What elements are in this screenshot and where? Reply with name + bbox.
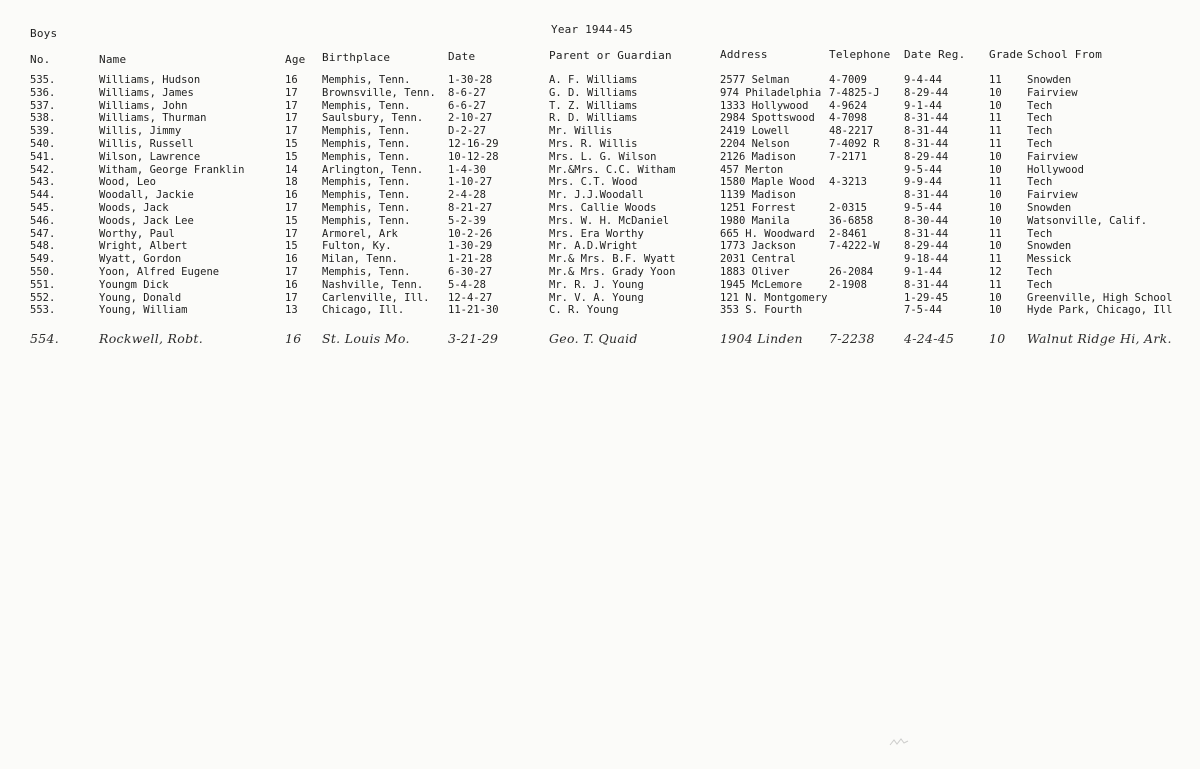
cell-age: 17 bbox=[285, 227, 298, 240]
cell-age: 18 bbox=[285, 176, 298, 189]
cell-school-from: Greenville, High School bbox=[1027, 291, 1173, 304]
cell-telephone: 2-1908 bbox=[829, 278, 867, 291]
cell-school-from: Watsonville, Calif. bbox=[1027, 214, 1148, 227]
cell-date-reg: 8-29-44 bbox=[904, 86, 949, 99]
cell-school-from: Snowden bbox=[1027, 240, 1072, 253]
cell-grade: 10 bbox=[989, 240, 1002, 253]
cell-grade: 10 bbox=[989, 291, 1002, 304]
cell-no: 536. bbox=[30, 86, 56, 99]
cell-parent: Mrs. Era Worthy bbox=[549, 227, 644, 240]
cell-birthplace: Memphis, Tenn. bbox=[322, 176, 411, 189]
cell-grade: 10 bbox=[989, 99, 1002, 112]
cell-age: 15 bbox=[285, 138, 298, 150]
cell-no: 535. bbox=[30, 74, 56, 86]
cell-school-from: Messick bbox=[1027, 253, 1072, 266]
cell-no: 549. bbox=[30, 253, 56, 266]
cell-age: 16 bbox=[285, 331, 302, 346]
table-row bbox=[0, 304, 1200, 317]
cell-age: 17 bbox=[285, 266, 298, 278]
cell-parent: Mr.&Mrs. C.C. Witham bbox=[549, 163, 676, 176]
table-row bbox=[0, 240, 1200, 253]
cell-parent: Mr. R. J. Young bbox=[549, 278, 644, 291]
cell-date: 6-30-27 bbox=[448, 266, 493, 278]
cell-age: 17 bbox=[285, 86, 298, 99]
cell-name: Young, William bbox=[99, 304, 188, 317]
col-header-address: Address bbox=[720, 48, 768, 61]
cell-date-reg: 8-29-44 bbox=[904, 240, 949, 253]
cell-date: 2-4-28 bbox=[448, 189, 486, 202]
cell-age: 14 bbox=[285, 163, 298, 176]
cell-address: 2984 Spottswood bbox=[720, 112, 815, 125]
cell-parent: Mr. V. A. Young bbox=[549, 291, 644, 304]
cell-birthplace: Memphis, Tenn. bbox=[322, 189, 411, 202]
cell-name: Williams, Hudson bbox=[99, 74, 201, 86]
cell-date: 11-21-30 bbox=[448, 304, 499, 317]
cell-age: 15 bbox=[285, 240, 298, 253]
cell-parent: A. F. Williams bbox=[549, 74, 638, 86]
cell-date: 3-21-29 bbox=[448, 331, 499, 346]
cell-no: 544. bbox=[30, 189, 56, 202]
table-row bbox=[0, 266, 1200, 279]
cell-date-reg: 8-31-44 bbox=[904, 138, 949, 150]
cell-date-reg: 9-5-44 bbox=[904, 163, 942, 176]
cell-age: 17 bbox=[285, 202, 298, 214]
cell-age: 17 bbox=[285, 125, 298, 138]
cell-no: 552. bbox=[30, 291, 56, 304]
cell-address: 1883 Oliver bbox=[720, 266, 790, 278]
cell-school-from: Fairview bbox=[1027, 150, 1078, 163]
section-label: Boys bbox=[30, 27, 58, 40]
cell-address: 1251 Forrest bbox=[720, 202, 796, 214]
cell-grade: 11 bbox=[989, 125, 1002, 138]
cell-address: 2577 Selman bbox=[720, 74, 790, 86]
cell-name: Williams, John bbox=[99, 99, 188, 112]
cell-address: 1580 Maple Wood bbox=[720, 176, 815, 189]
cell-address: 1904 Linden bbox=[720, 331, 803, 346]
cell-no: 548. bbox=[30, 240, 56, 253]
table-row bbox=[0, 112, 1200, 125]
handwritten-row bbox=[0, 332, 1200, 345]
cell-address: 121 N. Montgomery bbox=[720, 291, 828, 304]
cell-no: 554. bbox=[30, 331, 60, 346]
cell-name: Wood, Leo bbox=[99, 176, 156, 189]
year-label: Year 1944-45 bbox=[551, 23, 633, 36]
cell-date-reg: 9-1-44 bbox=[904, 266, 942, 278]
cell-date-reg: 8-31-44 bbox=[904, 278, 949, 291]
cell-name: Williams, James bbox=[99, 86, 194, 99]
cell-school-from: Tech bbox=[1027, 138, 1053, 150]
cell-age: 16 bbox=[285, 189, 298, 202]
col-header-birthplace: Birthplace bbox=[322, 51, 391, 64]
cell-name: Witham, George Franklin bbox=[99, 163, 245, 176]
cell-birthplace: Memphis, Tenn. bbox=[322, 74, 411, 86]
cell-date-reg: 8-31-44 bbox=[904, 125, 949, 138]
cell-birthplace: Saulsbury, Tenn. bbox=[322, 112, 424, 125]
cell-parent: Mr.& Mrs. B.F. Wyatt bbox=[549, 253, 676, 266]
cell-school-from: Snowden bbox=[1027, 202, 1072, 214]
cell-grade: 11 bbox=[989, 278, 1002, 291]
cell-date-reg: 8-30-44 bbox=[904, 214, 949, 227]
cell-school-from: Tech bbox=[1027, 125, 1053, 138]
cell-address: 2126 Madison bbox=[720, 150, 796, 163]
cell-grade: 10 bbox=[989, 202, 1002, 214]
cell-date: 1-21-28 bbox=[448, 253, 493, 266]
cell-date: 5-4-28 bbox=[448, 278, 486, 291]
cell-no: 543. bbox=[30, 176, 56, 189]
cell-date: 8-21-27 bbox=[448, 202, 493, 214]
cell-birthplace: Nashville, Tenn. bbox=[322, 278, 424, 291]
cell-school-from: Tech bbox=[1027, 227, 1053, 240]
col-header-telephone: Telephone bbox=[829, 48, 891, 61]
cell-date: 1-4-30 bbox=[448, 163, 486, 176]
cell-parent: Mrs. C.T. Wood bbox=[549, 176, 638, 189]
cell-address: 665 H. Woodward bbox=[720, 227, 815, 240]
cell-no: 539. bbox=[30, 125, 56, 138]
cell-no: 545. bbox=[30, 202, 56, 214]
cell-birthplace: Memphis, Tenn. bbox=[322, 214, 411, 227]
cell-name: Yoon, Alfred Eugene bbox=[99, 266, 220, 278]
cell-date: 12-4-27 bbox=[448, 291, 493, 304]
cell-address: 1945 McLemore bbox=[720, 278, 803, 291]
cell-parent: C. R. Young bbox=[549, 304, 619, 317]
cell-parent: G. D. Williams bbox=[549, 86, 638, 99]
cell-grade: 10 bbox=[989, 163, 1002, 176]
cell-telephone: 7-4092 R bbox=[829, 138, 880, 150]
cell-no: 547. bbox=[30, 227, 56, 240]
cell-school-from: Tech bbox=[1027, 266, 1053, 278]
cell-no: 553. bbox=[30, 304, 56, 317]
cell-name: Young, Donald bbox=[99, 291, 182, 304]
cell-date-reg: 9-5-44 bbox=[904, 202, 942, 214]
table-row bbox=[0, 74, 1200, 87]
cell-grade: 10 bbox=[989, 86, 1002, 99]
cell-name: Wright, Albert bbox=[99, 240, 188, 253]
cell-grade: 11 bbox=[989, 176, 1002, 189]
col-header-date-reg: Date Reg. bbox=[904, 48, 966, 61]
cell-date: 5-2-39 bbox=[448, 214, 486, 227]
cell-name: Willis, Russell bbox=[99, 138, 194, 150]
cell-parent: Mr. Willis bbox=[549, 125, 613, 138]
cell-date: 10-2-26 bbox=[448, 227, 493, 240]
cell-birthplace: Memphis, Tenn. bbox=[322, 150, 411, 163]
table-row bbox=[0, 215, 1200, 228]
cell-date-reg: 1-29-45 bbox=[904, 291, 949, 304]
col-header-parent: Parent or Guardian bbox=[549, 49, 672, 62]
cell-name: Rockwell, Robt. bbox=[99, 331, 203, 346]
cell-telephone: 4-9624 bbox=[829, 99, 867, 112]
cell-grade: 12 bbox=[989, 266, 1002, 278]
cell-address: 353 S. Fourth bbox=[720, 304, 803, 317]
col-header-age: Age bbox=[285, 53, 306, 66]
table-row bbox=[0, 100, 1200, 113]
col-header-school-from: School From bbox=[1027, 48, 1103, 61]
cell-date-reg: 8-31-44 bbox=[904, 189, 949, 202]
cell-school-from: Tech bbox=[1027, 278, 1053, 291]
cell-age: 16 bbox=[285, 278, 298, 291]
col-header-date: Date bbox=[448, 50, 476, 63]
cell-date: 8-6-27 bbox=[448, 86, 486, 99]
cell-birthplace: Memphis, Tenn. bbox=[322, 138, 411, 150]
cell-grade: 10 bbox=[989, 214, 1002, 227]
table-row bbox=[0, 202, 1200, 215]
cell-no: 541. bbox=[30, 150, 56, 163]
cell-school-from: Walnut Ridge Hi, Ark. bbox=[1027, 331, 1172, 346]
table-row bbox=[0, 228, 1200, 241]
cell-school-from: Hyde Park, Chicago, Ill bbox=[1027, 304, 1173, 317]
cell-school-from: Tech bbox=[1027, 99, 1053, 112]
cell-date: 1-30-28 bbox=[448, 74, 493, 86]
cell-no: 550. bbox=[30, 266, 56, 278]
cell-school-from: Snowden bbox=[1027, 74, 1072, 86]
table-row bbox=[0, 87, 1200, 100]
table-row bbox=[0, 138, 1200, 151]
cell-parent: Mrs. L. G. Wilson bbox=[549, 150, 657, 163]
cell-telephone: 26-2084 bbox=[829, 266, 874, 278]
cell-name: Willis, Jimmy bbox=[99, 125, 182, 138]
cell-birthplace: Memphis, Tenn. bbox=[322, 266, 411, 278]
cell-telephone: 7-2238 bbox=[829, 331, 875, 346]
cell-date: 10-12-28 bbox=[448, 150, 499, 163]
cell-name: Woodall, Jackie bbox=[99, 189, 194, 202]
cell-telephone: 7-4222-W bbox=[829, 240, 880, 253]
table-row bbox=[0, 151, 1200, 164]
cell-address: 2031 Central bbox=[720, 253, 796, 266]
cell-parent: Mr. A.D.Wright bbox=[549, 240, 638, 253]
cell-date-reg: 8-29-44 bbox=[904, 150, 949, 163]
cell-birthplace: Brownsville, Tenn. bbox=[322, 86, 436, 99]
cell-grade: 10 bbox=[989, 150, 1002, 163]
cell-school-from: Tech bbox=[1027, 112, 1053, 125]
cell-telephone: 36-6858 bbox=[829, 214, 874, 227]
cell-address: 974 Philadelphia bbox=[720, 86, 822, 99]
cell-parent: Mr.& Mrs. Grady Yoon bbox=[549, 266, 676, 278]
table-row bbox=[0, 176, 1200, 189]
cell-telephone: 2-0315 bbox=[829, 202, 867, 214]
cell-telephone: 7-4825-J bbox=[829, 86, 880, 99]
cell-birthplace: Arlington, Tenn. bbox=[322, 163, 424, 176]
cell-birthplace: Armorel, Ark bbox=[322, 227, 398, 240]
cell-date-reg: 4-24-45 bbox=[904, 331, 955, 346]
cell-age: 13 bbox=[285, 304, 298, 317]
cell-telephone: 2-8461 bbox=[829, 227, 867, 240]
cell-school-from: Tech bbox=[1027, 176, 1053, 189]
cell-date: 1-30-29 bbox=[448, 240, 493, 253]
cell-parent: T. Z. Williams bbox=[549, 99, 638, 112]
cell-name: Woods, Jack Lee bbox=[99, 214, 194, 227]
cell-birthplace: Memphis, Tenn. bbox=[322, 99, 411, 112]
cell-name: Wilson, Lawrence bbox=[99, 150, 201, 163]
table-row bbox=[0, 279, 1200, 292]
cell-date-reg: 9-18-44 bbox=[904, 253, 949, 266]
cell-no: 540. bbox=[30, 138, 56, 150]
cell-grade: 11 bbox=[989, 138, 1002, 150]
cell-age: 17 bbox=[285, 291, 298, 304]
cell-date: 2-10-27 bbox=[448, 112, 493, 125]
cell-date-reg: 7-5-44 bbox=[904, 304, 942, 317]
cell-parent: Mrs. Callie Woods bbox=[549, 202, 657, 214]
cell-birthplace: St. Louis Mo. bbox=[322, 331, 410, 346]
cell-birthplace: Chicago, Ill. bbox=[322, 304, 405, 317]
cell-telephone: 7-2171 bbox=[829, 150, 867, 163]
cell-name: Wyatt, Gordon bbox=[99, 253, 182, 266]
cell-grade: 11 bbox=[989, 227, 1002, 240]
cell-date: 1-10-27 bbox=[448, 176, 493, 189]
pencil-mark bbox=[888, 736, 910, 748]
cell-name: Woods, Jack bbox=[99, 202, 169, 214]
cell-date: 12-16-29 bbox=[448, 138, 499, 150]
col-header-grade: Grade bbox=[989, 48, 1024, 61]
cell-date-reg: 9-4-44 bbox=[904, 74, 942, 86]
cell-telephone: 4-3213 bbox=[829, 176, 867, 189]
cell-grade: 10 bbox=[989, 331, 1006, 346]
cell-date-reg: 9-9-44 bbox=[904, 176, 942, 189]
cell-age: 15 bbox=[285, 214, 298, 227]
cell-parent: Mr. J.J.Woodall bbox=[549, 189, 644, 202]
cell-age: 17 bbox=[285, 99, 298, 112]
cell-name: Worthy, Paul bbox=[99, 227, 175, 240]
cell-date-reg: 8-31-44 bbox=[904, 227, 949, 240]
cell-school-from: Fairview bbox=[1027, 189, 1078, 202]
table-row bbox=[0, 253, 1200, 266]
cell-date: 6-6-27 bbox=[448, 99, 486, 112]
cell-parent: Mrs. R. Willis bbox=[549, 138, 638, 150]
cell-telephone: 48-2217 bbox=[829, 125, 874, 138]
cell-name: Youngm Dick bbox=[99, 278, 169, 291]
cell-grade: 10 bbox=[989, 304, 1002, 317]
cell-school-from: Hollywood bbox=[1027, 163, 1084, 176]
cell-no: 538. bbox=[30, 112, 56, 125]
cell-parent: Mrs. W. H. McDaniel bbox=[549, 214, 670, 227]
cell-birthplace: Carlenville, Ill. bbox=[322, 291, 430, 304]
cell-address: 1139 Madison bbox=[720, 189, 796, 202]
cell-age: 16 bbox=[285, 253, 298, 266]
cell-grade: 11 bbox=[989, 253, 1002, 266]
cell-age: 17 bbox=[285, 112, 298, 125]
cell-no: 546. bbox=[30, 214, 56, 227]
cell-address: 457 Merton bbox=[720, 163, 784, 176]
cell-birthplace: Memphis, Tenn. bbox=[322, 202, 411, 214]
cell-birthplace: Memphis, Tenn. bbox=[322, 125, 411, 138]
cell-birthplace: Milan, Tenn. bbox=[322, 253, 398, 266]
cell-no: 542. bbox=[30, 163, 56, 176]
cell-grade: 11 bbox=[989, 74, 1002, 86]
cell-address: 1333 Hollywood bbox=[720, 99, 809, 112]
table-row bbox=[0, 189, 1200, 202]
cell-address: 2419 Lowell bbox=[720, 125, 790, 138]
cell-school-from: Fairview bbox=[1027, 86, 1078, 99]
cell-grade: 11 bbox=[989, 112, 1002, 125]
cell-address: 2204 Nelson bbox=[720, 138, 790, 150]
cell-parent: R. D. Williams bbox=[549, 112, 638, 125]
table-row bbox=[0, 125, 1200, 138]
cell-telephone: 4-7098 bbox=[829, 112, 867, 125]
table-row bbox=[0, 164, 1200, 177]
cell-age: 16 bbox=[285, 74, 298, 86]
cell-address: 1980 Manila bbox=[720, 214, 790, 227]
table-row bbox=[0, 292, 1200, 305]
cell-date: D-2-27 bbox=[448, 125, 486, 138]
cell-date-reg: 9-1-44 bbox=[904, 99, 942, 112]
cell-telephone: 4-7009 bbox=[829, 74, 867, 86]
cell-parent: Geo. T. Quaid bbox=[549, 331, 638, 346]
col-header-no: No. bbox=[30, 53, 51, 66]
col-header-name: Name bbox=[99, 53, 127, 66]
cell-address: 1773 Jackson bbox=[720, 240, 796, 253]
cell-no: 551. bbox=[30, 278, 56, 291]
cell-birthplace: Fulton, Ky. bbox=[322, 240, 392, 253]
cell-date-reg: 8-31-44 bbox=[904, 112, 949, 125]
cell-name: Williams, Thurman bbox=[99, 112, 207, 125]
cell-no: 537. bbox=[30, 99, 56, 112]
cell-grade: 10 bbox=[989, 189, 1002, 202]
cell-age: 15 bbox=[285, 150, 298, 163]
